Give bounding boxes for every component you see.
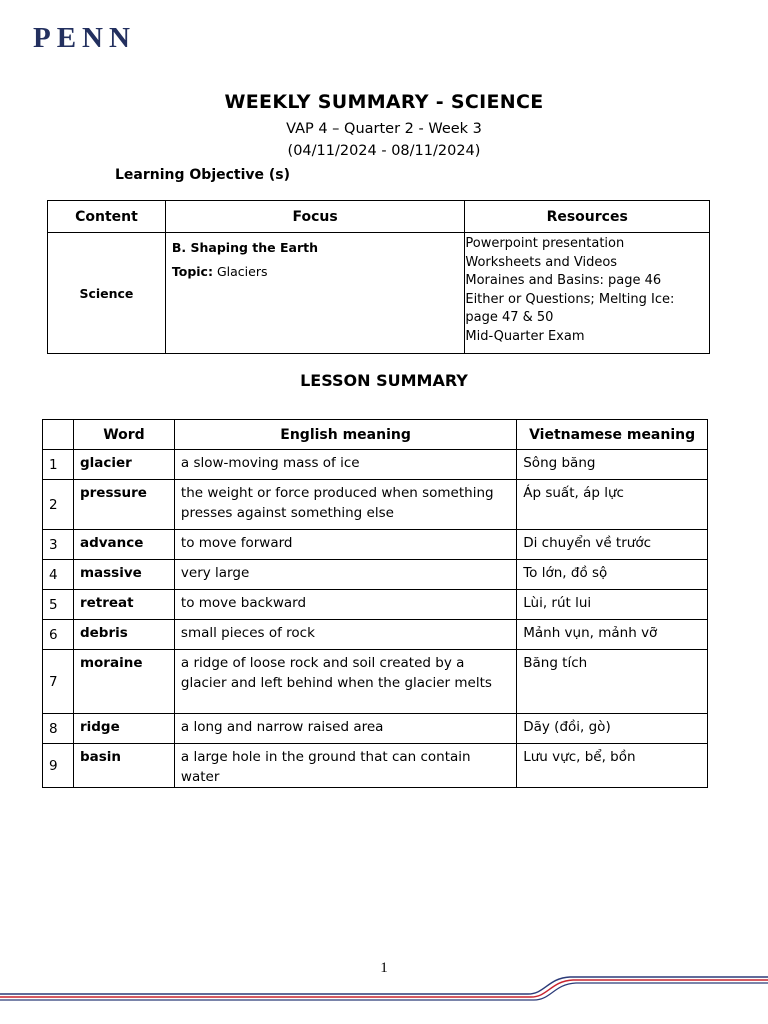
vocab-row <box>43 650 708 714</box>
focus-topic <box>172 264 458 279</box>
english-meaning-cell: small pieces of rock <box>174 620 516 650</box>
topic-label: Topic: <box>171 264 213 279</box>
row-number: 2 <box>43 480 74 530</box>
resources-cell <box>465 233 710 354</box>
vietnamese-meaning-cell: To lớn, đồ sộ <box>517 560 708 590</box>
page-number: 1 <box>380 960 388 976</box>
vietnamese-meaning-cell: Lùi, rút lui <box>517 590 708 620</box>
word-cell: basin <box>73 744 174 788</box>
vietnamese-meaning-cell: Dãy (đồi, gò) <box>517 714 708 744</box>
page-subtitle: VAP 4 – Quarter 2 - Week 3 <box>286 121 482 137</box>
header-vietnamese: Vietnamese meaning <box>517 420 708 450</box>
footer-decoration <box>0 968 768 1008</box>
vocab-row <box>43 620 708 650</box>
row-number: 9 <box>43 744 74 788</box>
vietnamese-meaning-cell: Lưu vực, bể, bồn <box>517 744 708 788</box>
vietnamese-meaning-cell: Áp suất, áp lực <box>517 480 708 530</box>
english-meaning-cell: to move backward <box>174 590 516 620</box>
word-cell: glacier <box>73 450 174 480</box>
page-title: WEEKLY SUMMARY - SCIENCE <box>224 91 544 113</box>
vietnamese-meaning-cell: Sông băng <box>517 450 708 480</box>
resource-item: Worksheets and Videos <box>465 254 618 270</box>
focus-title: B. Shaping the Earth <box>171 240 318 255</box>
vocab-header-row <box>43 420 708 450</box>
word-cell: advance <box>73 530 174 560</box>
english-meaning-cell: a ridge of loose rock and soil created by a glacier and left behind when the glacier melts <box>174 650 516 714</box>
header-number <box>43 420 74 450</box>
row-number: 1 <box>43 450 74 480</box>
row-number: 3 <box>43 530 74 560</box>
objectives-header-row <box>48 201 710 233</box>
header-english: English meaning <box>174 420 516 450</box>
english-meaning-cell: a large hole in the ground that can contain water <box>174 744 516 788</box>
focus-cell <box>165 233 464 354</box>
resource-item: Mid-Quarter Exam <box>465 328 585 344</box>
word-cell: retreat <box>73 590 174 620</box>
english-meaning-cell: a slow-moving mass of ice <box>174 450 516 480</box>
learning-objective-heading: Learning Objective (s) <box>115 167 291 183</box>
vocab-row <box>43 450 708 480</box>
row-number: 6 <box>43 620 74 650</box>
english-meaning-cell: the weight or force produced when something presses against something else <box>174 480 516 530</box>
vietnamese-meaning-cell: Mảnh vụn, mảnh vỡ <box>517 620 708 650</box>
vocab-row <box>43 480 708 530</box>
content-cell: Science <box>48 233 166 354</box>
row-number: 5 <box>43 590 74 620</box>
objectives-table <box>47 200 710 354</box>
word-cell: moraine <box>73 650 174 714</box>
row-number: 7 <box>43 650 74 714</box>
header-resources: Resources <box>465 201 710 233</box>
row-number: 8 <box>43 714 74 744</box>
vietnamese-meaning-cell: Di chuyển về trước <box>517 530 708 560</box>
english-meaning-cell: a long and narrow raised area <box>174 714 516 744</box>
date-range: (04/11/2024 - 08/11/2024) <box>287 143 481 159</box>
vocabulary-table <box>42 419 708 788</box>
header-word: Word <box>73 420 174 450</box>
word-cell: ridge <box>73 714 174 744</box>
row-number: 4 <box>43 560 74 590</box>
lesson-summary-heading: LESSON SUMMARY <box>300 371 468 390</box>
objectives-row <box>48 233 710 354</box>
topic-value: Glaciers <box>212 264 268 279</box>
vocab-row <box>43 590 708 620</box>
vocab-row <box>43 530 708 560</box>
header-content: Content <box>48 201 166 233</box>
vietnamese-meaning-cell: Băng tích <box>517 650 708 714</box>
vocab-row <box>43 560 708 590</box>
word-cell: debris <box>73 620 174 650</box>
resource-item: Powerpoint presentation <box>465 236 625 251</box>
header-focus: Focus <box>165 201 464 233</box>
word-cell: massive <box>73 560 174 590</box>
vocab-row <box>43 744 708 788</box>
english-meaning-cell: to move forward <box>174 530 516 560</box>
vocab-row <box>43 714 708 744</box>
resource-item: Moraines and Basins: page 46 <box>465 273 662 289</box>
penn-logo: PENN <box>33 22 136 54</box>
resource-item: Either or Questions; Melting Ice: page 47 & 50 <box>465 291 675 326</box>
word-cell: pressure <box>73 480 174 530</box>
english-meaning-cell: very large <box>174 560 516 590</box>
